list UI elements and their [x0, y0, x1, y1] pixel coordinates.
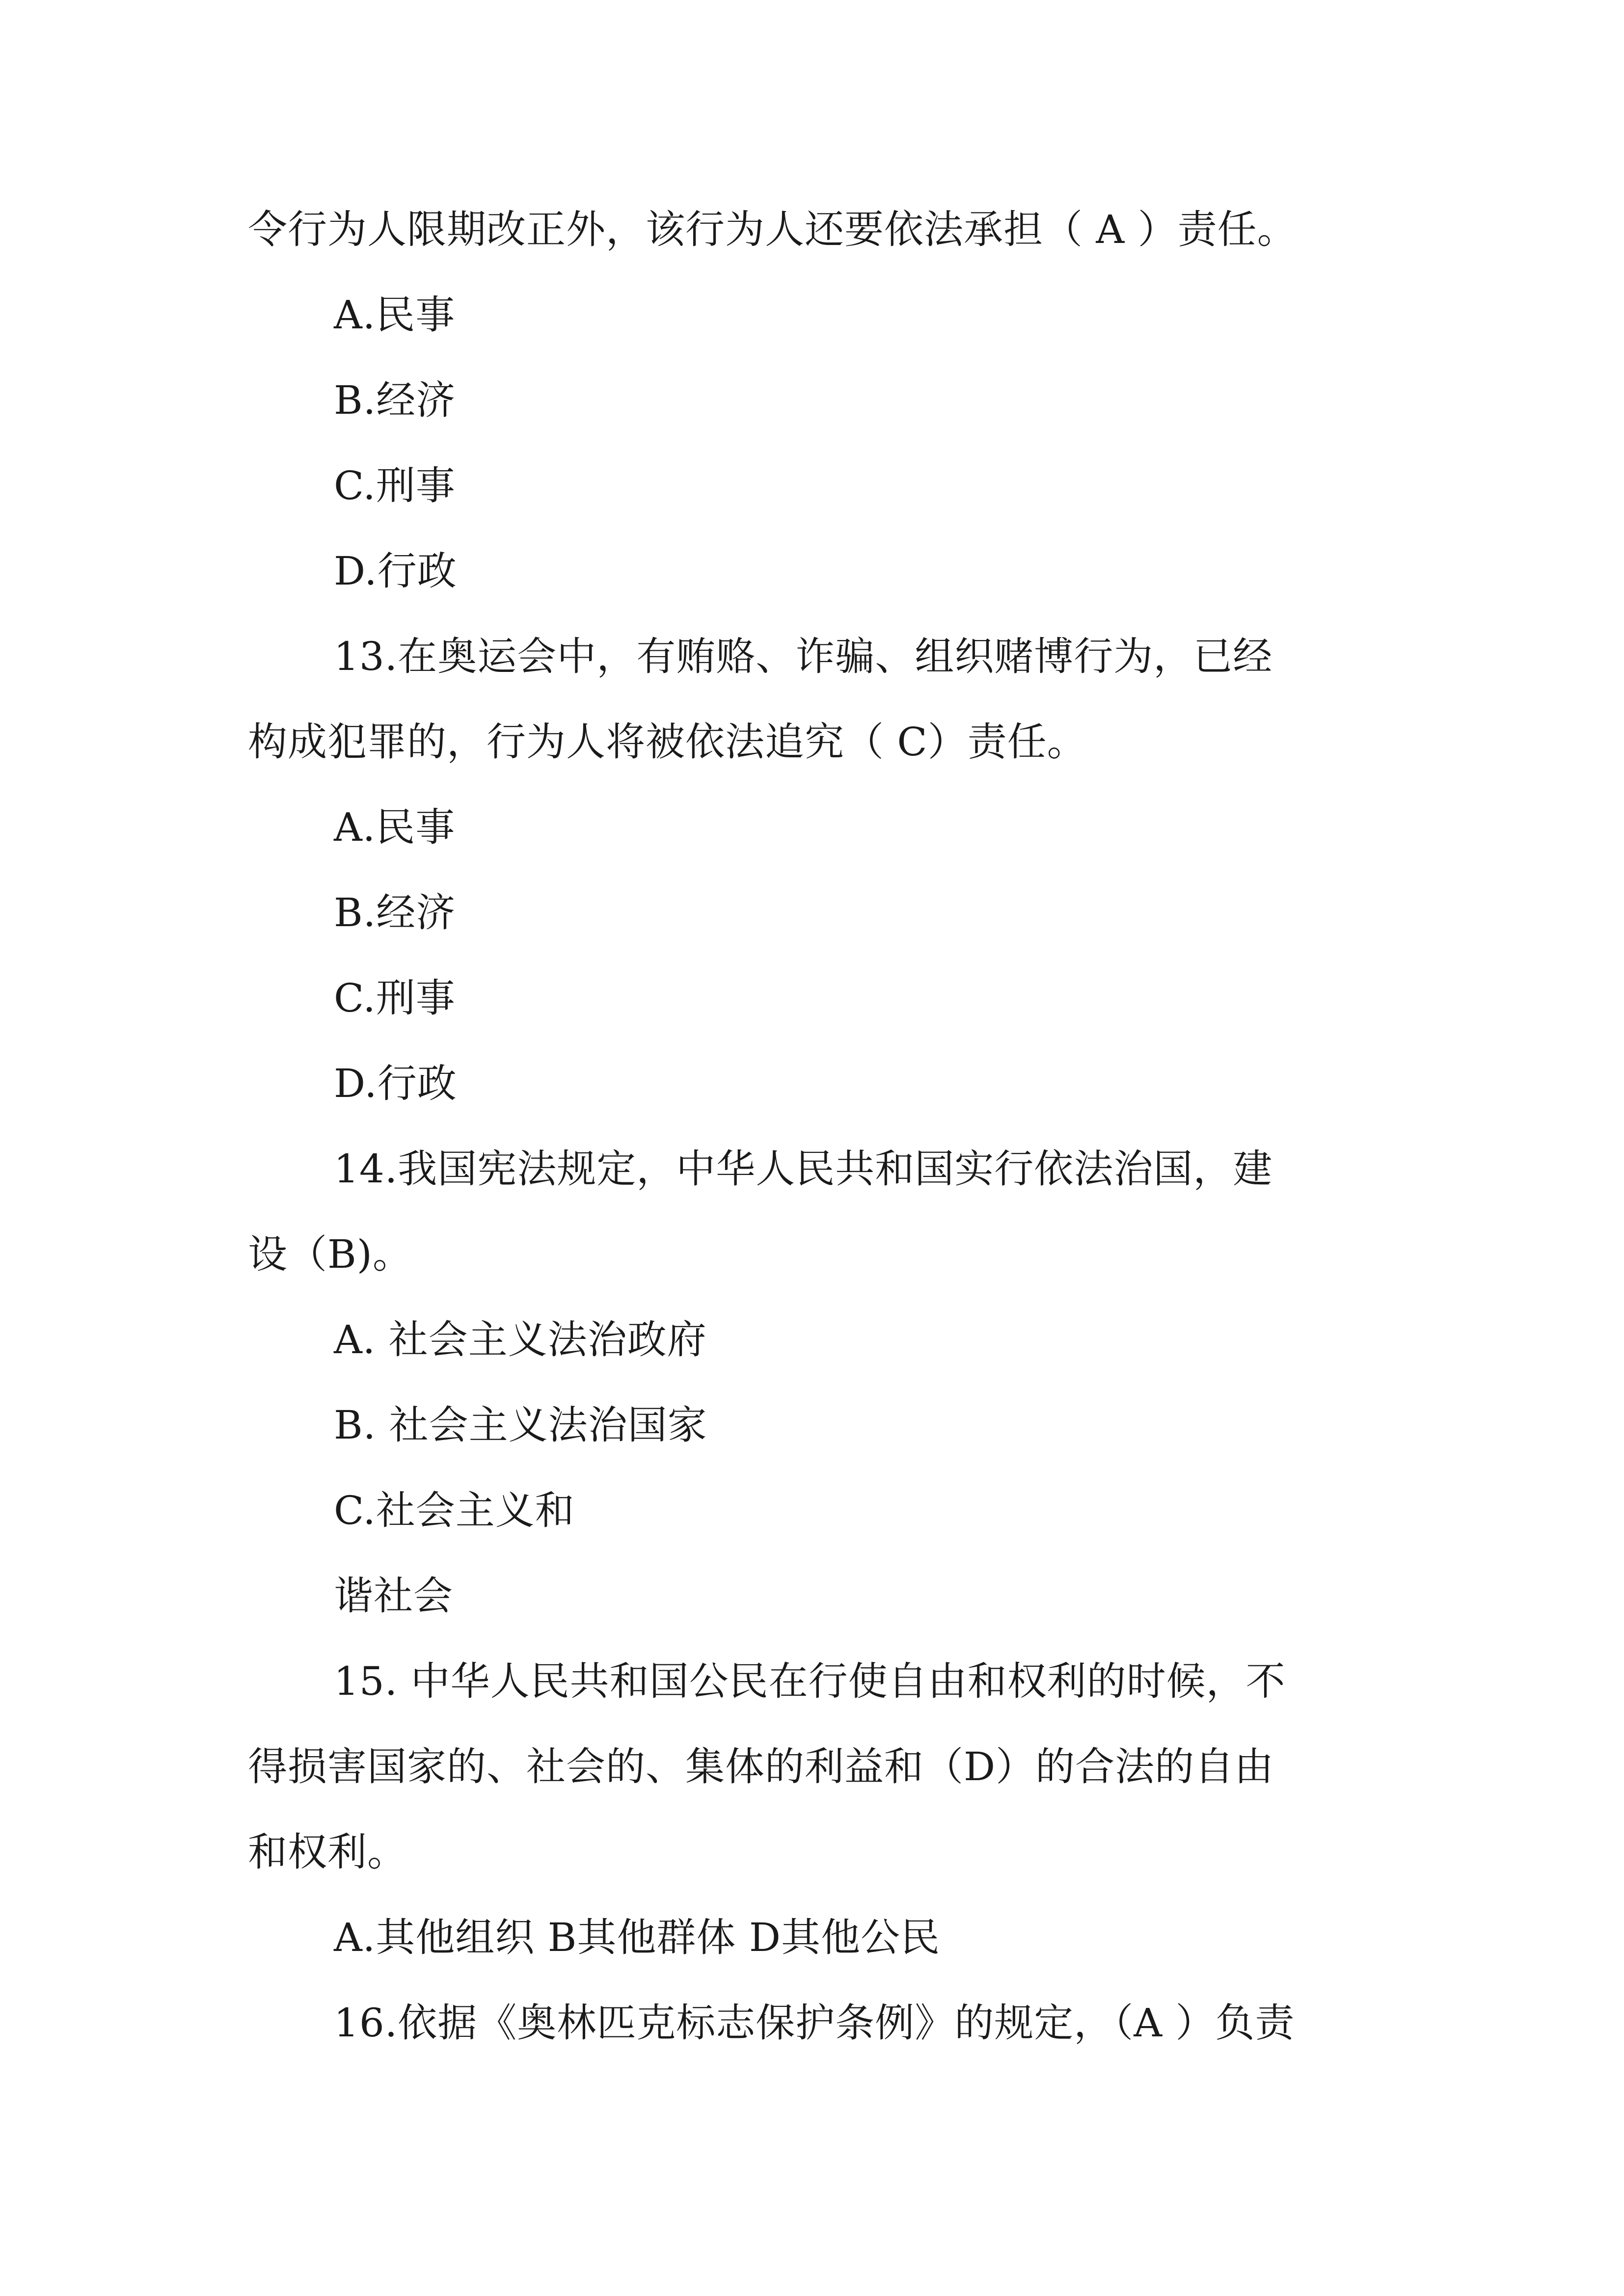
q12-option-d: D.行政 — [334, 548, 457, 594]
q12-option-c: C.刑事 — [334, 463, 456, 508]
question-15-line-2: 得损害国家的、社会的、集体的利益和（D）的合法的自由 — [248, 1744, 1274, 1789]
q13-option-b: B.经济 — [334, 890, 456, 935]
question-14-line-1: 14.我国宪法规定，中华人民共和国实行依法治国，建 — [334, 1146, 1273, 1192]
q15-options: A.其他组织 B其他群体 D其他公民 — [334, 1915, 940, 1960]
q14-option-a: A. 社会主义法治政府 — [334, 1317, 707, 1362]
q12-option-a: A.民事 — [334, 292, 456, 338]
q14-option-c-continued: 谐社会 — [334, 1573, 453, 1619]
question-15-line-3: 和权利。 — [248, 1829, 407, 1875]
question-12-continuation: 令行为人限期改正外，该行为人还要依法承担（ A ）责任。 — [248, 207, 1297, 252]
question-15-line-1: 15. 中华人民共和国公民在行使自由和权利的时候，不 — [334, 1658, 1286, 1704]
q14-option-c: C.社会主义和 — [334, 1488, 575, 1533]
q14-option-b: B. 社会主义法治国家 — [334, 1402, 707, 1448]
q13-option-d: D.行政 — [334, 1061, 457, 1106]
question-13-line-2: 构成犯罪的，行为人将被依法追究（ C）责任。 — [248, 719, 1087, 765]
question-13-line-1: 13.在奥运会中，有贿赂、诈骗、组织赌博行为，已经 — [334, 634, 1273, 679]
q12-option-b: B.经济 — [334, 377, 456, 423]
q13-option-c: C.刑事 — [334, 975, 456, 1021]
q13-option-a: A.民事 — [334, 804, 456, 850]
question-14-line-2: 设（B)。 — [248, 1231, 412, 1277]
question-16-line-1: 16.依据《奥林匹克标志保护条例》的规定，（A ）负责 — [334, 2000, 1295, 2046]
